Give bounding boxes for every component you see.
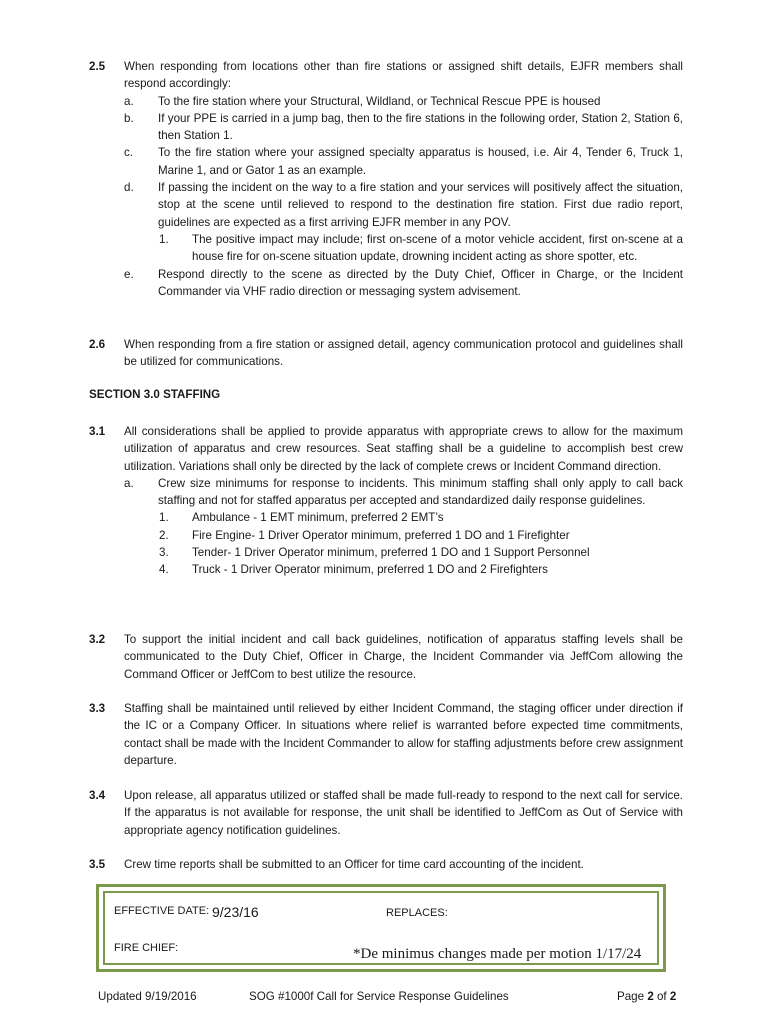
footer-updated: Updated 9/19/2016: [98, 990, 197, 1003]
clause-text: To support the initial incident and call back guidelines, notification of apparatus staffing levels shall be communicated to the Duty Chief, Officer in Charge, the Incident Commander via JeffCom allowing the Command Officer or JeffCom to best utilize the resource.: [124, 633, 683, 681]
clause-3-4: [89, 787, 683, 839]
clause-text: Staffing shall be maintained until relieved by either Incident Command, the staging officer under direction if the IC or a Company Officer. In situations where relief is warranted before expected time commitments, contact shall be made with the Incident Commander to allow for staffing adjustments before crew assignment departure.: [124, 702, 683, 767]
list-item: a. To the fire station where your Structural, Wildland, or Technical Rescue PPE is housed: [124, 94, 601, 108]
list-item: e. Respond directly to the scene as directed by the Duty Chief, Officer in Charge, or the Incident Commander via VHF radio direction or messaging system advisement.: [124, 267, 683, 298]
clause-3-2: [89, 631, 683, 683]
fire-chief-label: FIRE CHIEF:: [114, 942, 179, 954]
clause-2-5: [89, 58, 683, 300]
clause-text: Crew time reports shall be submitted to an Officer for time card accounting of the incident.: [124, 858, 584, 871]
footer-title: SOG #1000f Call for Service Response Guidelines: [249, 990, 509, 1003]
clause-text: When responding from locations other than fire stations or assigned shift details, EJFR members shall respond accordingly: a. To the fire station where your Structural, Wildland, or Technical Rescue PPE is housed b. If your PPE is carried in a jump bag, then to the fire stations in the following order, Station 2, Station 6, then Station 1. c. To the fire station where your assigned specialty apparatus is housed, i.e. Air 4, Tender 6, Truck 1, Marine 1, and or Gator 1 as an example. d. If passing the incident on the way to a fire station and your services will positively affect the situation, stop at the scene until relieved to respond to the destination fire station. First due radio report, guidelines are expected as a first arriving EJFR member in any POV. 1. The positive impact may include; first on-scene of a motor vehicle accident, first on-scene at a house fire for on-scene situation update, drowning incident acting as shore spotter, etc. e. Respond directly to the scene as directed by the Duty Chief, Officer in Charge, or the Incident Commander via VHF radio direction or messaging system advisement.: [124, 58, 683, 300]
clause-number: 3.3: [89, 702, 106, 715]
clause-number: 3.5: [89, 858, 106, 871]
effective-date-label: EFFECTIVE DATE:: [114, 905, 210, 917]
list-subitem: 1. The positive impact may include; first on-scene of a motor vehicle accident, first on-scene at a house fire for on-scene situation update, drowning incident acting as shore spotter, etc.: [159, 232, 683, 264]
clause-text: All considerations shall be applied to provide apparatus with appropriate crews to allow for the maximum utilization of apparatus and crew resources. Seat staffing shall be a guideline to accomplish best crew utilization. Variations shall only be directed by the lack of complete crews or Incident Command direction. a. Crew size minimums for response to incidents. This minimum staffing shall only apply to call back staffing and not for staffed apparatus per accepted and standardized daily response guidelines. 1. Ambulance - 1 EMT minimum, preferred 2 EMT’s 2. Fire Engine- 1 Driver Operator minimum, preferred 1 DO and 1 Firefighter 3. Tender- 1 Driver Operator minimum, preferred 1 DO and 1 Support Personnel 4. Truck - 1 Driver Operator minimum, preferred 1 DO and 2 Firefighters: [124, 423, 683, 579]
approval-box: [96, 884, 666, 972]
clause-3-5: [89, 856, 683, 873]
footer-page-number: Page 2 of 2: [617, 990, 677, 1003]
list-item: a. Crew size minimums for response to incidents. This minimum staffing shall only apply to call back staffing and not for staffed apparatus per accepted and standardized daily response guidelines.: [124, 476, 683, 508]
list-subitem: 1. Ambulance - 1 EMT minimum, preferred 2 EMT’s: [159, 511, 444, 525]
clause-3-1: [89, 423, 683, 579]
clause-2-6: [89, 336, 683, 371]
list-item: b. If your PPE is carried in a jump bag, then to the fire stations in the following order, Station 2, Station 6, then Station 1.: [124, 111, 683, 143]
list-subitem: 3. Tender- 1 Driver Operator minimum, preferred 1 DO and 1 Support Personnel: [159, 546, 590, 560]
list-subitem: 4. Truck - 1 Driver Operator minimum, preferred 1 DO and 2 Firefighters: [159, 563, 548, 577]
de-minimus-note: *De minimus changes made per motion 1/17/24: [353, 946, 642, 962]
clause-3-3: [89, 700, 683, 769]
clause-number: 3.2: [89, 633, 106, 646]
replaces-label: REPLACES:: [386, 907, 448, 919]
clause-text: Upon release, all apparatus utilized or staffed shall be made full-ready to respond to the next call for service. If the apparatus is not available for response, the unit shall be identified to JeffCom as Out of Service with appropriate agency notification guidelines.: [124, 789, 683, 837]
clause-number: 3.1: [89, 425, 106, 438]
approval-box-inner: [103, 891, 659, 965]
clause-number: 2.5: [89, 60, 106, 73]
clause-text: When responding from a fire station or assigned detail, agency communication protocol and guidelines shall be utilized for communications.: [124, 338, 683, 369]
list-item: c. To the fire station where your assigned specialty apparatus is housed, i.e. Air 4, Tender 6, Truck 1, Marine 1, and or Gator 1 as an example.: [124, 146, 683, 177]
clause-number: 2.6: [89, 338, 106, 351]
section-heading: SECTION 3.0 STAFFING: [89, 388, 221, 401]
list-subitem: 2. Fire Engine- 1 Driver Operator minimum, preferred 1 DO and 1 Firefighter: [159, 528, 570, 542]
clause-number: 3.4: [89, 789, 106, 802]
effective-date-value: 9/23/16: [212, 904, 259, 920]
list-item: d. If passing the incident on the way to a fire station and your services will positively affect the situation, stop at the scene until relieved to respond to the destination fire station. First due radio report, guidelines are expected as a first arriving EJFR member in any POV.: [124, 181, 683, 229]
